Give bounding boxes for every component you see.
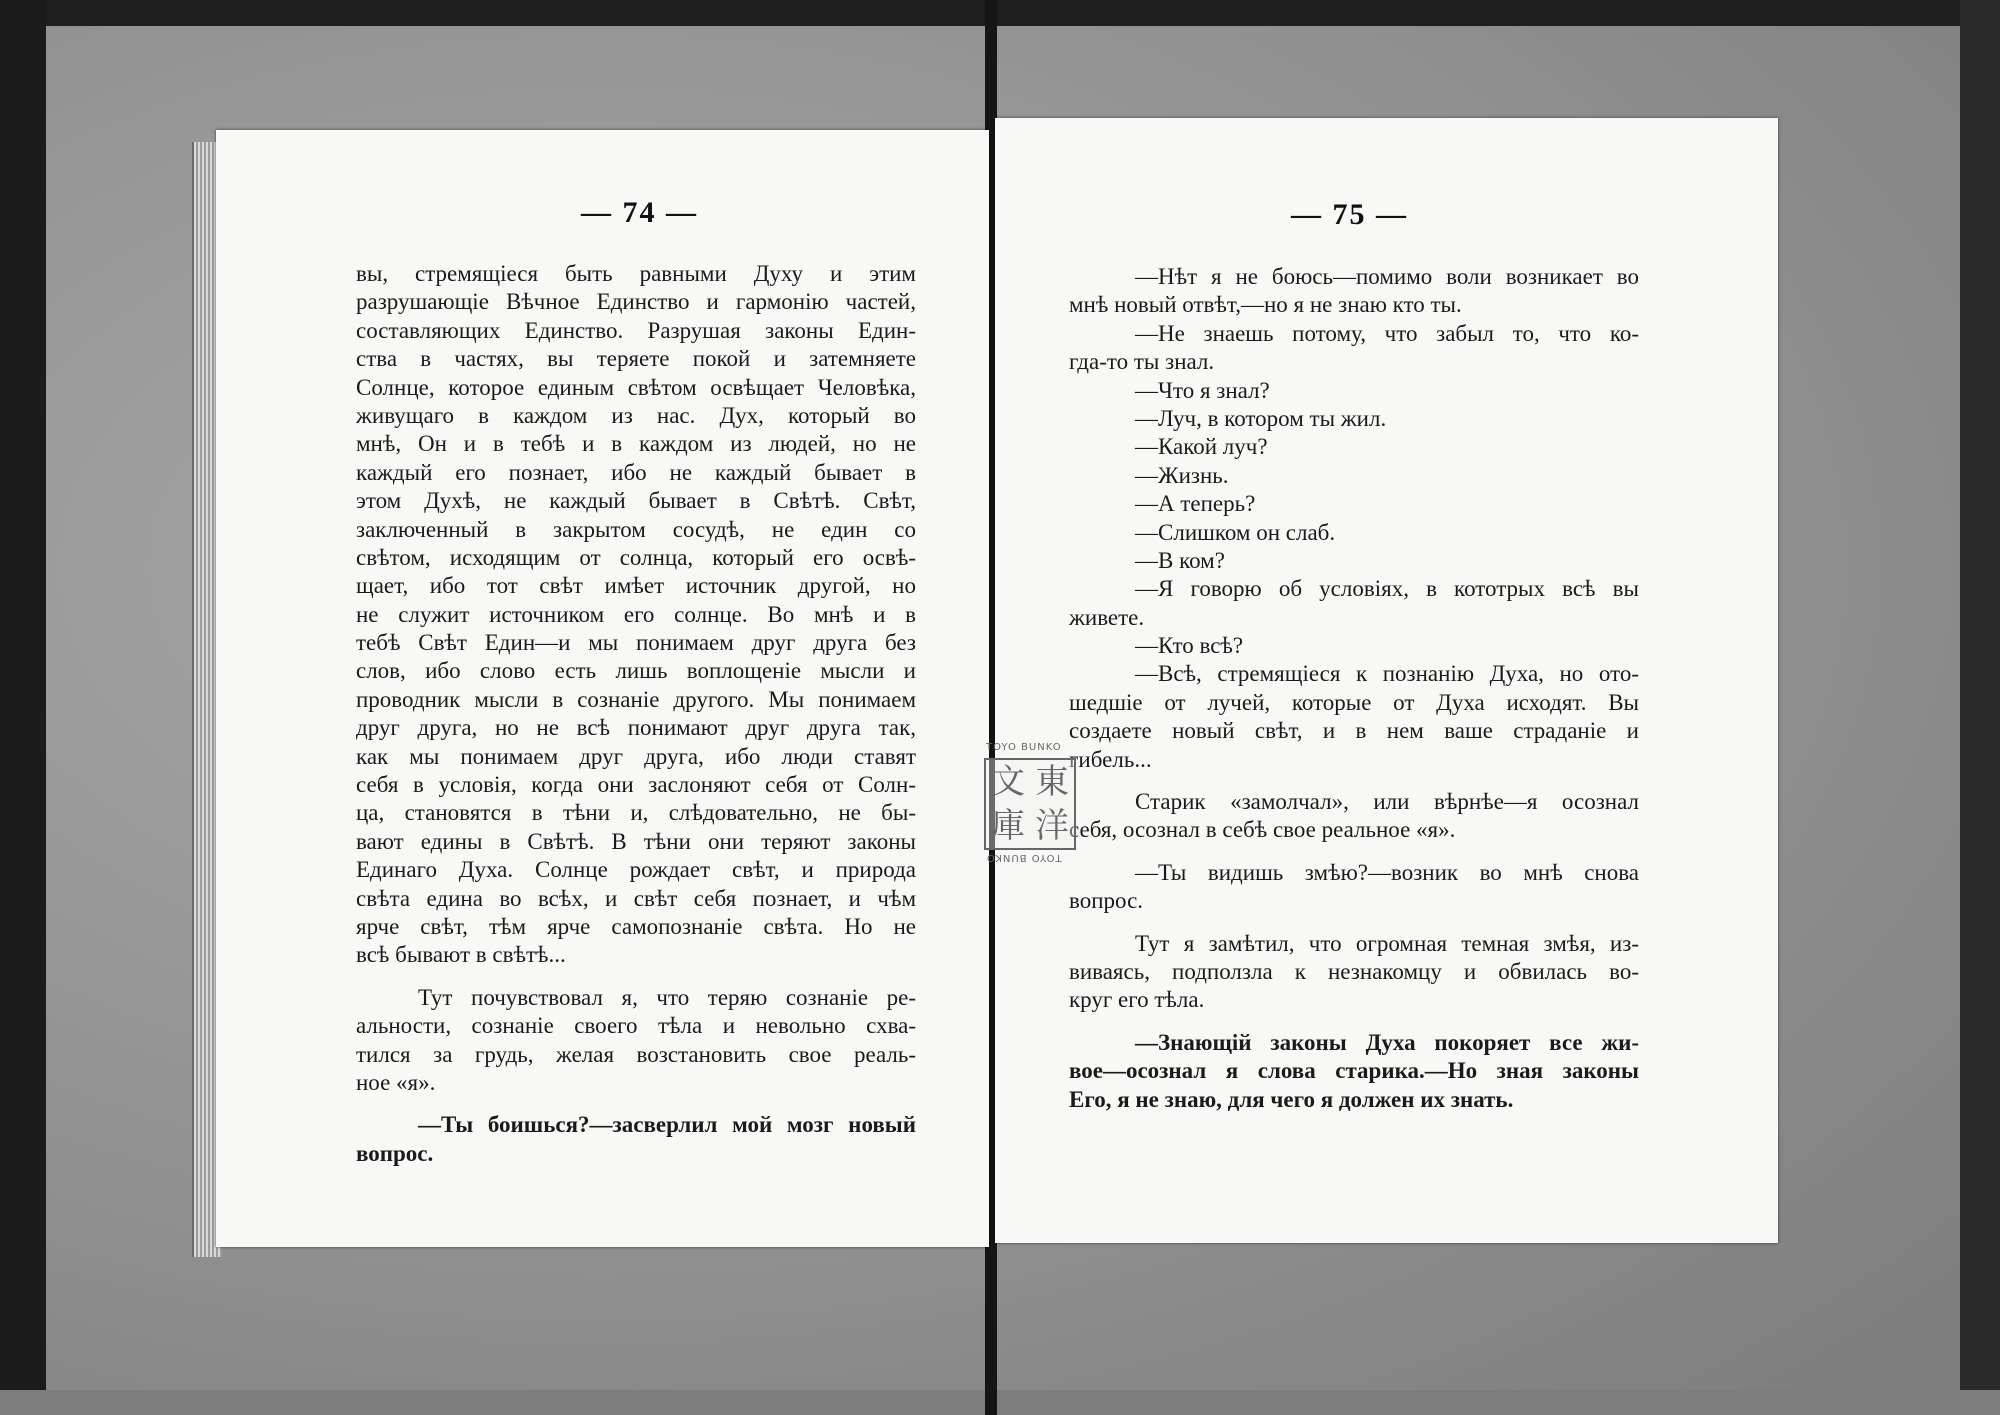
text-line: Его, я не знаю, для чего я должен их знать. [1069, 1086, 1514, 1112]
text-line: —Всѣ, стремящіеся к познанію Духа, но ото- [1135, 661, 1639, 687]
text-line: Единаго Духа. Солнце рождает свѣт, и природа [356, 857, 916, 883]
stamp-glyph: 東 [1035, 762, 1069, 802]
stamp-glyph: 文 [991, 762, 1025, 802]
text-line: слов, ибо слово есть лишь воплощеніе мысли и [356, 658, 916, 684]
text-line: —А теперь? [1135, 491, 1256, 517]
text-line: живущаго в каждом из нас. Дух, который во [356, 402, 916, 428]
scan-frame-bottom [0, 1390, 2000, 1415]
text-line: проводник мысли в сознаніе другого. Мы понимаем [356, 686, 916, 712]
stamp-label-top: TOYO BUNKO [986, 742, 1062, 753]
stamp-seal [984, 758, 1076, 850]
text-line: —В ком? [1135, 547, 1225, 573]
text-line: создаете новый свѣт, и в нем ваше страданіе и [1069, 718, 1639, 744]
text-line: ное «я». [356, 1069, 436, 1095]
text-line: Тут почувствовал я, что теряю сознаніе ре- [418, 984, 916, 1010]
text-line: себя, осознал в себѣ свое реальное «я». [1069, 817, 1456, 843]
text-line: —Не знаешь потому, что забыл то, что ко- [1135, 320, 1639, 346]
text-line: свѣтом, исходящим от солнца, который его освѣ- [356, 544, 916, 570]
text-line: мнѣ, Он и в тебѣ и в каждом из людей, но не [356, 431, 916, 457]
text-line: ярче свѣт, тѣм ярче самопознаніе свѣта. Но не [356, 913, 916, 939]
text-line: тебѣ Свѣт Един—и мы понимаем друг друга без [356, 630, 916, 656]
text-line: —Луч, в котором ты жил. [1135, 405, 1387, 431]
text-line: ства в частях, вы теряете покой и затемняете [356, 346, 916, 372]
text-line: друг друга, но не всѣ понимают друг друга так, [356, 715, 916, 741]
text-line: —Какой луч? [1135, 434, 1268, 460]
text-line: вопрос. [1069, 888, 1144, 914]
text-line: вопрос. [356, 1140, 434, 1166]
text-line: мнѣ новый отвѣт,—но я не знаю кто ты. [1069, 292, 1462, 318]
text-line: каждый его познает, ибо не каждый бывает в [356, 459, 916, 485]
text-line: —Жизнь. [1135, 462, 1229, 488]
text-line: заключенный в закрытом сосудѣ, не един со [356, 516, 916, 542]
text-line: этом Духѣ, не каждый бывает в Свѣтѣ. Свѣт, [356, 488, 916, 514]
page-number-left: — 74 — [581, 196, 698, 229]
text-line: щает, ибо тот свѣт имѣет источник другой, но [356, 573, 916, 599]
text-line: Тут я замѣтил, что огромная темная змѣя, из- [1135, 930, 1639, 956]
text-line: вают едины в Свѣтѣ. В тѣни они теряют законы [356, 828, 916, 854]
text-line: ца, становятся в тѣни и, слѣдовательно, не бы- [356, 800, 916, 826]
right-page-text [1069, 263, 1639, 1114]
text-line: —Ты видишь змѣю?—возник во мнѣ снова [1135, 859, 1639, 885]
scan-frame-left [0, 0, 46, 1415]
text-line: —Ты боишься?—засверлил мой мозг новый [418, 1112, 916, 1138]
text-line: —Я говорю об условіях, в кототрых всѣ вы [1135, 576, 1639, 602]
text-line: свѣта едина во всѣх, и свѣт себя познает, и чѣм [356, 885, 916, 911]
text-line: альности, сознаніе своего тѣла и невольно схва- [356, 1013, 916, 1039]
text-line: гда-то ты знал. [1069, 349, 1215, 375]
left-page [216, 130, 989, 1247]
text-line: шедшіе от лучей, которые от Духа исходят. Вы [1069, 689, 1639, 715]
text-line: разрушающіе Вѣчное Единство и гармонію частей, [356, 289, 916, 315]
library-stamp [978, 740, 1082, 872]
text-line: —Знающій законы Духа покоряет все жи- [1135, 1029, 1639, 1055]
text-line: —Слишком он слаб. [1135, 519, 1336, 545]
text-line: живете. [1069, 604, 1145, 630]
text-line: виваясь, подползла к незнакомцу и обвилась во- [1069, 958, 1639, 984]
text-line: гибель... [1069, 746, 1152, 772]
text-line: себя в условія, когда они заслоняют себя от Солн- [356, 772, 916, 798]
text-line: вы, стремящіеся быть равными Духу и этим [356, 261, 916, 286]
text-line: Старик «замолчал», или вѣрнѣе—я осознал [1135, 789, 1639, 815]
scan-frame-top [0, 0, 2000, 26]
text-line: не служит источником его солнце. Во мнѣ и в [356, 601, 916, 627]
left-page-text [356, 260, 916, 1168]
text-line: —Кто всѣ? [1135, 633, 1244, 659]
stamp-glyph: 洋 [1035, 806, 1069, 846]
text-line: —Что я знал? [1135, 377, 1270, 403]
text-line: —Нѣт я не боюсь—помимо воли возникает во [1135, 264, 1639, 289]
text-line: круг его тѣла. [1069, 987, 1205, 1013]
text-line: как мы понимаем друг друга, ибо люди ставят [356, 743, 916, 769]
scan-frame-right [1960, 0, 2000, 1415]
text-line: всѣ бывают в свѣтѣ... [356, 942, 566, 968]
text-line: тился за грудь, желая возстановить свое реаль- [356, 1041, 916, 1067]
stamp-label-bottom: TOYO BUNKO [986, 852, 1062, 863]
text-line: составляющих Единство. Разрушая законы Един- [356, 317, 916, 343]
text-line: Солнце, которое единым свѣтом освѣщает Человѣка, [356, 374, 916, 400]
page-number-right: — 75 — [1291, 198, 1408, 231]
stamp-glyph: 庫 [991, 806, 1025, 846]
text-line: вое—осознал я слова старика.—Но зная законы [1069, 1058, 1639, 1084]
right-page [995, 118, 1778, 1243]
